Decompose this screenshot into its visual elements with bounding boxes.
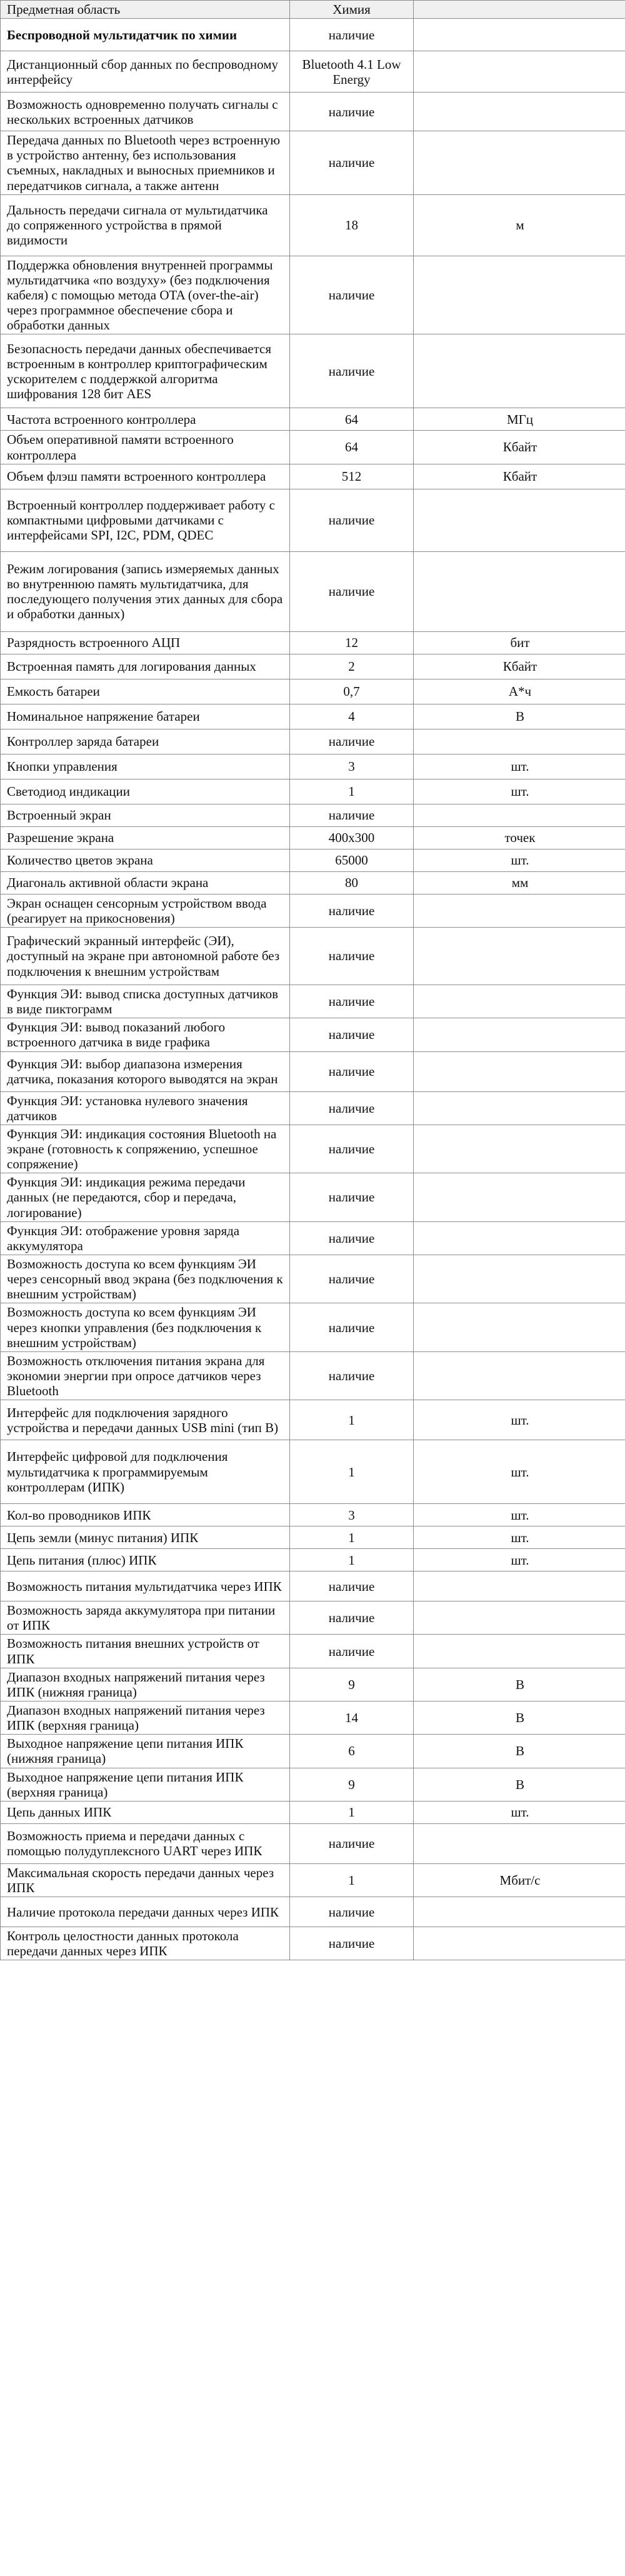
- unit-cell: [414, 1351, 625, 1400]
- unit-cell: шт.: [414, 754, 625, 779]
- table-row: [1, 1504, 625, 1526]
- value-cell: наличие: [290, 1051, 414, 1091]
- table-row: [1, 194, 625, 256]
- unit-cell: [414, 1018, 625, 1051]
- table-row: [1, 654, 625, 679]
- parameter-cell: Функция ЭИ: вывод показаний любого встроенного датчика в виде графика: [1, 1018, 290, 1051]
- unit-cell: [414, 19, 625, 51]
- table-row: [1, 431, 625, 464]
- parameter-cell: Диагональ активной области экрана: [1, 871, 290, 894]
- value-cell: 3: [290, 1504, 414, 1526]
- value-cell: наличие: [290, 19, 414, 51]
- unit-cell: [414, 51, 625, 93]
- unit-cell: В: [414, 704, 625, 729]
- parameter-cell: Цепь земли (минус питания) ИПК: [1, 1526, 290, 1549]
- parameter-cell: Возможность доступа ко всем функциям ЭИ через кнопки управления (без подключения к внешним устройствам): [1, 1303, 290, 1351]
- unit-cell: бит: [414, 631, 625, 654]
- parameter-cell: Светодиод индикации: [1, 779, 290, 804]
- unit-cell: [414, 93, 625, 131]
- header-unit-cell: [414, 1, 625, 19]
- value-cell: наличие: [290, 1601, 414, 1635]
- value-cell: наличие: [290, 489, 414, 551]
- unit-cell: [414, 1635, 625, 1668]
- parameter-cell: Возможность отключения питания экрана для экономии энергии при опросе датчиков через Bluetooth: [1, 1351, 290, 1400]
- value-cell: 6: [290, 1735, 414, 1768]
- value-cell: 1: [290, 1863, 414, 1897]
- table-row: [1, 93, 625, 131]
- value-cell: наличие: [290, 131, 414, 195]
- table-row: [1, 679, 625, 704]
- parameter-cell: Функция ЭИ: вывод списка доступных датчиков в виде пиктограмм: [1, 985, 290, 1018]
- header-row: [1, 1, 625, 19]
- table-row: [1, 256, 625, 334]
- value-cell: наличие: [290, 1351, 414, 1400]
- unit-cell: [414, 985, 625, 1018]
- table-row: [1, 826, 625, 849]
- table-row: [1, 1221, 625, 1255]
- unit-cell: [414, 1897, 625, 1927]
- unit-cell: [414, 1571, 625, 1601]
- table-row: [1, 1173, 625, 1221]
- parameter-cell: Возможность заряда аккумулятора при питании от ИПК: [1, 1601, 290, 1635]
- value-cell: 1: [290, 1801, 414, 1823]
- unit-cell: [414, 729, 625, 754]
- unit-cell: [414, 334, 625, 408]
- unit-cell: [414, 551, 625, 631]
- parameter-cell: Функция ЭИ: индикация состояния Bluetooth на экране (готовность к сопряжению, успешное сопряжение): [1, 1125, 290, 1173]
- table-row: [1, 1051, 625, 1091]
- parameter-cell: Диапазон входных напряжений питания через ИПК (верхняя граница): [1, 1701, 290, 1735]
- value-cell: 1: [290, 1400, 414, 1440]
- value-cell: наличие: [290, 1823, 414, 1863]
- unit-cell: [414, 1823, 625, 1863]
- value-cell: наличие: [290, 1221, 414, 1255]
- value-cell: 9: [290, 1668, 414, 1701]
- unit-cell: МГц: [414, 408, 625, 431]
- parameter-cell: Функция ЭИ: выбор диапазона измерения датчика, показания которого выводятся на экран: [1, 1051, 290, 1091]
- parameter-cell: Объем флэш памяти встроенного контроллера: [1, 464, 290, 489]
- parameter-cell: Максимальная скорость передачи данных через ИПК: [1, 1863, 290, 1897]
- value-cell: 14: [290, 1701, 414, 1735]
- value-cell: наличие: [290, 1303, 414, 1351]
- unit-cell: м: [414, 194, 625, 256]
- table-row: [1, 927, 625, 985]
- unit-cell: шт.: [414, 1526, 625, 1549]
- table-row: [1, 1018, 625, 1051]
- unit-cell: шт.: [414, 1504, 625, 1526]
- table-row: [1, 871, 625, 894]
- table-row: [1, 1897, 625, 1927]
- table-row: [1, 489, 625, 551]
- unit-cell: шт.: [414, 779, 625, 804]
- table-row: [1, 804, 625, 826]
- value-cell: 4: [290, 704, 414, 729]
- unit-cell: шт.: [414, 1801, 625, 1823]
- unit-cell: [414, 489, 625, 551]
- value-cell: наличие: [290, 1255, 414, 1303]
- parameter-cell: Объем оперативной памяти встроенного контроллера: [1, 431, 290, 464]
- parameter-cell: Разрядность встроенного АЦП: [1, 631, 290, 654]
- table-row: [1, 464, 625, 489]
- parameter-cell: Возможность приема и передачи данных с помощью полудуплексного UART через ИПК: [1, 1823, 290, 1863]
- parameter-cell: Функция ЭИ: отображение уровня заряда аккумулятора: [1, 1221, 290, 1255]
- parameter-cell: Возможность питания внешних устройств от ИПК: [1, 1635, 290, 1668]
- unit-cell: [414, 1255, 625, 1303]
- value-cell: наличие: [290, 1897, 414, 1927]
- table-row: [1, 985, 625, 1018]
- value-cell: 1: [290, 1440, 414, 1504]
- table-row: [1, 408, 625, 431]
- parameter-cell: Дистанционный сбор данных по беспроводному интерфейсу: [1, 51, 290, 93]
- value-cell: 3: [290, 754, 414, 779]
- unit-cell: [414, 131, 625, 195]
- value-cell: наличие: [290, 1125, 414, 1173]
- unit-cell: шт.: [414, 1400, 625, 1440]
- parameter-cell: Возможность доступа ко всем функциям ЭИ через сенсорный ввод экрана (без подключения к внешним устройствам): [1, 1255, 290, 1303]
- table-row: [1, 1400, 625, 1440]
- parameter-cell: Емкость батареи: [1, 679, 290, 704]
- table-row: [1, 631, 625, 654]
- unit-cell: А*ч: [414, 679, 625, 704]
- table-row: [1, 1303, 625, 1351]
- parameter-cell: Кол-во проводников ИПК: [1, 1504, 290, 1526]
- parameter-cell: Функция ЭИ: индикация режима передачи данных (не передаются, сбор и передача, логирование): [1, 1173, 290, 1221]
- value-cell: 0,7: [290, 679, 414, 704]
- value-cell: наличие: [290, 334, 414, 408]
- unit-cell: шт.: [414, 849, 625, 871]
- parameter-cell: Экран оснащен сенсорным устройством ввода (реагирует на прикосновения): [1, 894, 290, 927]
- value-cell: 512: [290, 464, 414, 489]
- unit-cell: [414, 1927, 625, 1960]
- value-cell: 1: [290, 1549, 414, 1571]
- value-cell: 64: [290, 431, 414, 464]
- parameter-cell: Функция ЭИ: установка нулевого значения датчиков: [1, 1091, 290, 1125]
- parameter-cell: Выходное напряжение цепи питания ИПК (нижняя граница): [1, 1735, 290, 1768]
- unit-cell: [414, 1091, 625, 1125]
- parameter-cell: Кнопки управления: [1, 754, 290, 779]
- unit-cell: Кбайт: [414, 654, 625, 679]
- parameter-cell: Диапазон входных напряжений питания через ИПК (нижняя граница): [1, 1668, 290, 1701]
- value-cell: наличие: [290, 256, 414, 334]
- value-cell: наличие: [290, 1018, 414, 1051]
- unit-cell: [414, 1601, 625, 1635]
- value-cell: 12: [290, 631, 414, 654]
- table-row: [1, 1668, 625, 1701]
- value-cell: 2: [290, 654, 414, 679]
- value-cell: наличие: [290, 93, 414, 131]
- unit-cell: В: [414, 1735, 625, 1768]
- parameter-cell: Режим логирования (запись измеряемых данных во внутреннюю память мультидатчика, для последующего получения этих данных для сбора и обработки данных): [1, 551, 290, 631]
- value-cell: наличие: [290, 551, 414, 631]
- parameter-cell: Передача данных по Bluetooth через встроенную в устройство антенну, без использования съемных, накладных и выносных приемников и передатчиков сигнала, а также антенн: [1, 131, 290, 195]
- unit-cell: Кбайт: [414, 464, 625, 489]
- parameter-cell: Поддержка обновления внутренней программы мультидатчика «по воздуху» (без подключения кабеля) с помощью метода OTA (over-the-air) через программное обеспечение сбора и обработки данных: [1, 256, 290, 334]
- unit-cell: [414, 927, 625, 985]
- unit-cell: [414, 1303, 625, 1351]
- unit-cell: [414, 256, 625, 334]
- table-row: [1, 1440, 625, 1504]
- unit-cell: точек: [414, 826, 625, 849]
- parameter-cell: Количество цветов экрана: [1, 849, 290, 871]
- parameter-cell: Дальность передачи сигнала от мультидатчика до сопряженного устройства в прямой видимости: [1, 194, 290, 256]
- parameter-cell: Встроенный контроллер поддерживает работу с компактными цифровыми датчиками с интерфейсами SPI, I2C, PDM, QDEC: [1, 489, 290, 551]
- unit-cell: шт.: [414, 1440, 625, 1504]
- table-row: [1, 754, 625, 779]
- value-cell: наличие: [290, 1091, 414, 1125]
- table-row: [1, 1526, 625, 1549]
- table-row: [1, 334, 625, 408]
- table-row: [1, 1255, 625, 1303]
- table-row: [1, 704, 625, 729]
- value-cell: 64: [290, 408, 414, 431]
- value-cell: наличие: [290, 985, 414, 1018]
- table-row: [1, 729, 625, 754]
- parameter-cell: Встроенный экран: [1, 804, 290, 826]
- unit-cell: [414, 1051, 625, 1091]
- value-cell: наличие: [290, 804, 414, 826]
- unit-cell: Кбайт: [414, 431, 625, 464]
- unit-cell: [414, 804, 625, 826]
- value-cell: 18: [290, 194, 414, 256]
- table-row: [1, 1927, 625, 1960]
- parameter-cell: Встроенная память для логирования данных: [1, 654, 290, 679]
- header-parameter-cell: Предметная область: [1, 1, 290, 19]
- unit-cell: В: [414, 1768, 625, 1801]
- unit-cell: [414, 1125, 625, 1173]
- unit-cell: [414, 1173, 625, 1221]
- unit-cell: [414, 1221, 625, 1255]
- value-cell: наличие: [290, 1635, 414, 1668]
- specification-table-body: [1, 1, 625, 1960]
- table-row: [1, 779, 625, 804]
- value-cell: наличие: [290, 1927, 414, 1960]
- table-row: [1, 1823, 625, 1863]
- value-cell: наличие: [290, 1571, 414, 1601]
- value-cell: Bluetooth 4.1 Low Energy: [290, 51, 414, 93]
- table-row: [1, 894, 625, 927]
- table-row: [1, 1801, 625, 1823]
- parameter-cell: Беспроводной мультидатчик по химии: [1, 19, 290, 51]
- table-row: [1, 1125, 625, 1173]
- parameter-cell: Разрешение экрана: [1, 826, 290, 849]
- value-cell: 400х300: [290, 826, 414, 849]
- parameter-cell: Цепь питания (плюс) ИПК: [1, 1549, 290, 1571]
- table-row: [1, 1768, 625, 1801]
- table-row: [1, 1351, 625, 1400]
- table-row: [1, 1635, 625, 1668]
- table-row: [1, 1863, 625, 1897]
- value-cell: наличие: [290, 894, 414, 927]
- value-cell: 65000: [290, 849, 414, 871]
- parameter-cell: Возможность одновременно получать сигналы с нескольких встроенных датчиков: [1, 93, 290, 131]
- parameter-cell: Цепь данных ИПК: [1, 1801, 290, 1823]
- parameter-cell: Частота встроенного контроллера: [1, 408, 290, 431]
- unit-cell: мм: [414, 871, 625, 894]
- table-row: [1, 1735, 625, 1768]
- value-cell: 1: [290, 779, 414, 804]
- value-cell: 80: [290, 871, 414, 894]
- value-cell: наличие: [290, 1173, 414, 1221]
- parameter-cell: Безопасность передачи данных обеспечивается встроенным в контроллер криптографическим ускорителем с поддержкой алгоритма шифрования 128 бит AES: [1, 334, 290, 408]
- header-value-cell: Химия: [290, 1, 414, 19]
- unit-cell: шт.: [414, 1549, 625, 1571]
- table-row: [1, 1091, 625, 1125]
- table-row: [1, 1701, 625, 1735]
- parameter-cell: Контроллер заряда батареи: [1, 729, 290, 754]
- parameter-cell: Интерфейс цифровой для подключения мультидатчика к программируемым контроллерам (ИПК): [1, 1440, 290, 1504]
- value-cell: 1: [290, 1526, 414, 1549]
- value-cell: 9: [290, 1768, 414, 1801]
- table-row: [1, 849, 625, 871]
- parameter-cell: Номинальное напряжение батареи: [1, 704, 290, 729]
- table-row: [1, 551, 625, 631]
- table-row: [1, 1549, 625, 1571]
- table-row: [1, 51, 625, 93]
- value-cell: наличие: [290, 729, 414, 754]
- parameter-cell: Графический экранный интерфейс (ЭИ), доступный на экране при автономной работе без подключения к внешним устройствам: [1, 927, 290, 985]
- parameter-cell: Наличие протокола передачи данных через ИПК: [1, 1897, 290, 1927]
- parameter-cell: Контроль целостности данных протокола передачи данных через ИПК: [1, 1927, 290, 1960]
- parameter-cell: Выходное напряжение цепи питания ИПК (верхняя граница): [1, 1768, 290, 1801]
- unit-cell: В: [414, 1701, 625, 1735]
- table-row: [1, 131, 625, 195]
- parameter-cell: Интерфейс для подключения зарядного устройства и передачи данных USB mini (тип B): [1, 1400, 290, 1440]
- table-row: [1, 1601, 625, 1635]
- table-row: [1, 19, 625, 51]
- value-cell: наличие: [290, 927, 414, 985]
- table-row: [1, 1571, 625, 1601]
- unit-cell: В: [414, 1668, 625, 1701]
- unit-cell: [414, 894, 625, 927]
- unit-cell: Мбит/с: [414, 1863, 625, 1897]
- parameter-cell: Возможность питания мультидатчика через ИПК: [1, 1571, 290, 1601]
